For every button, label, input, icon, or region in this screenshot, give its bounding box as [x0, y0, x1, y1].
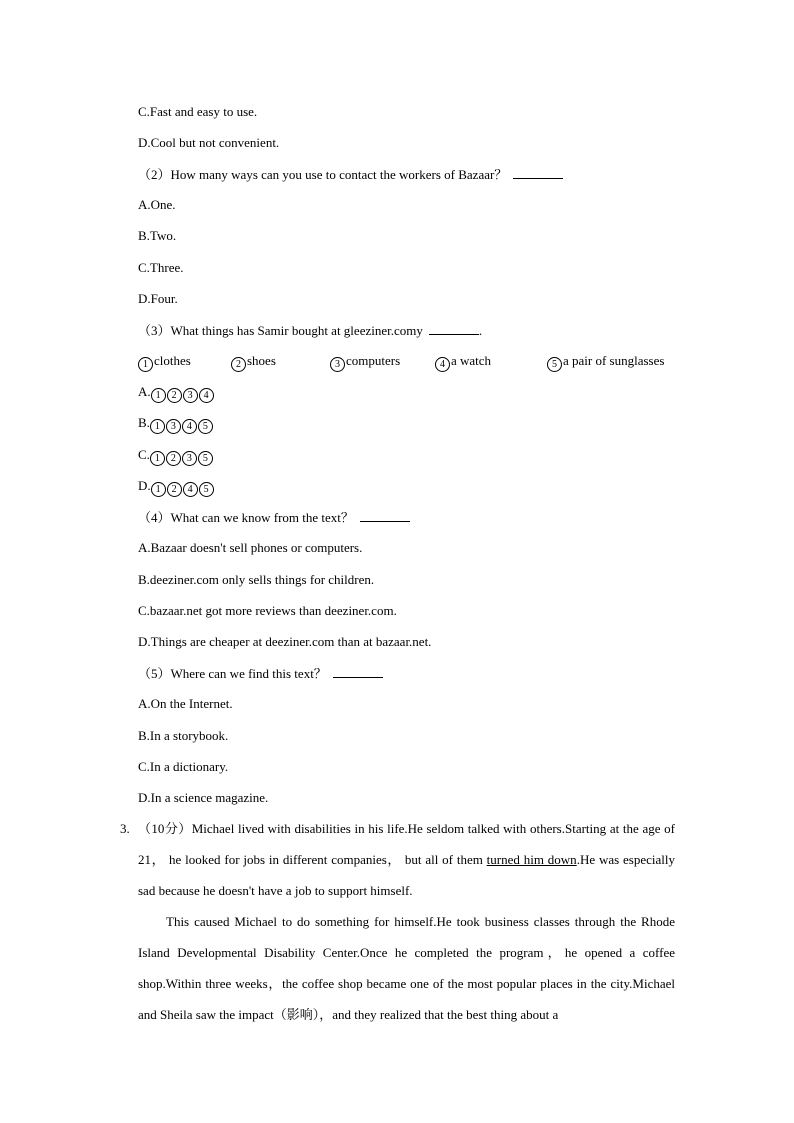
circled-number: 4 [182, 419, 197, 434]
circled-number: 2 [167, 388, 182, 403]
section-number: 3. [120, 821, 130, 836]
q4-option-d: D.Things are cheaper at deeziner.com than at bazaar.net. [138, 634, 432, 649]
q5-option-b: B.In a storybook. [138, 728, 229, 743]
circled-number: 3 [183, 388, 198, 403]
q3-stem-end: . [478, 323, 483, 338]
q3-item [435, 353, 491, 372]
passage-text: Michael lived with disabilities in his life.He seldom talked with others.Starting at the age of 21， he looked for jobs in different companies， but all of them [138, 821, 675, 867]
circled-number: 5 [198, 451, 213, 466]
circled-number: 3 [330, 357, 345, 372]
q3-item [330, 353, 400, 372]
q3-item-label: clothes [154, 353, 191, 368]
circled-number: 4 [183, 482, 198, 497]
q3-option-d [138, 478, 215, 497]
answer-blank [429, 322, 479, 335]
option-letter: D. [138, 478, 151, 493]
q5-stem-text: （5）Where can we find this text？ [138, 666, 327, 681]
q2-stem [138, 166, 563, 183]
circled-number: 2 [166, 451, 181, 466]
passage-paragraph-1 [138, 813, 675, 906]
circled-number: 3 [166, 419, 181, 434]
q3-item-label: computers [346, 353, 401, 368]
q3-item-label: a pair of sunglasses [563, 353, 665, 368]
q4-option-a: A.Bazaar doesn't sell phones or computers. [138, 540, 363, 555]
circled-number: 1 [151, 388, 166, 403]
q2-stem-text: （2）How many ways can you use to contact the workers of Bazaar？ [138, 167, 508, 182]
passage-paragraph-2: This caused Michael to do something for himself.He took business classes through the Rhode Island Developmental Disability Center.Once he completed the program，he opened a coffee shop.Within three weeks，the coffee shop became one of the most popular places in the city.Michael and Sheila saw the impact（影响），and they realized that the best thing about a [138, 914, 675, 1022]
circled-number: 3 [182, 451, 197, 466]
option-letter: C. [138, 447, 150, 462]
circled-number: 1 [138, 357, 153, 372]
circled-number: 1 [150, 419, 165, 434]
circled-number: 4 [435, 357, 450, 372]
circled-number: 5 [547, 357, 562, 372]
underlined-phrase: turned him down [486, 852, 577, 867]
circled-number: 1 [150, 451, 165, 466]
q3-item [231, 353, 276, 372]
q2-option-c: C.Three. [138, 260, 184, 275]
answer-blank [333, 665, 383, 678]
q3-item-label: shoes [247, 353, 276, 368]
q5-stem [138, 665, 383, 682]
q3-items-row [138, 353, 678, 369]
answer-blank [513, 166, 563, 179]
q3-stem-text: （3）What things has Samir bought at gleeziner.comy [138, 323, 423, 338]
circled-number: 1 [151, 482, 166, 497]
option-letter: A. [138, 384, 151, 399]
q3-item-label: a watch [451, 353, 492, 368]
q5-option-d: D.In a science magazine. [138, 790, 269, 805]
circled-number: 5 [199, 482, 214, 497]
circled-number: 2 [167, 482, 182, 497]
option-letter: B. [138, 415, 150, 430]
q5-option-a: A.On the Internet. [138, 696, 233, 711]
q4-option-c: C.bazaar.net got more reviews than deeziner.com. [138, 603, 397, 618]
q4-option-b: B.deeziner.com only sells things for children. [138, 572, 375, 587]
q3-option-b [138, 415, 214, 434]
q3-stem [138, 322, 482, 339]
q3-option-a [138, 384, 215, 403]
q3-item [138, 353, 191, 372]
circled-number: 2 [231, 357, 246, 372]
q3-item [547, 353, 664, 372]
q2-option-a: A.One. [138, 197, 176, 212]
q2-option-b: B.Two. [138, 228, 177, 243]
q3-option-c [138, 447, 214, 466]
q5-option-c: C.In a dictionary. [138, 759, 229, 774]
q1-option-d: D.Cool but not convenient. [138, 135, 280, 150]
q4-stem-text: （4）What can we know from the text？ [138, 510, 354, 525]
q2-option-d: D.Four. [138, 291, 178, 306]
section-score: （10分） [138, 821, 192, 836]
circled-number: 4 [199, 388, 214, 403]
answer-blank [360, 509, 410, 522]
q1-option-c: C.Fast and easy to use. [138, 104, 258, 119]
passage-text: .He was especially sad because he doesn't have a job to support himself. [138, 852, 675, 898]
circled-number: 5 [198, 419, 213, 434]
q4-stem [138, 509, 410, 526]
passage [138, 813, 675, 1030]
